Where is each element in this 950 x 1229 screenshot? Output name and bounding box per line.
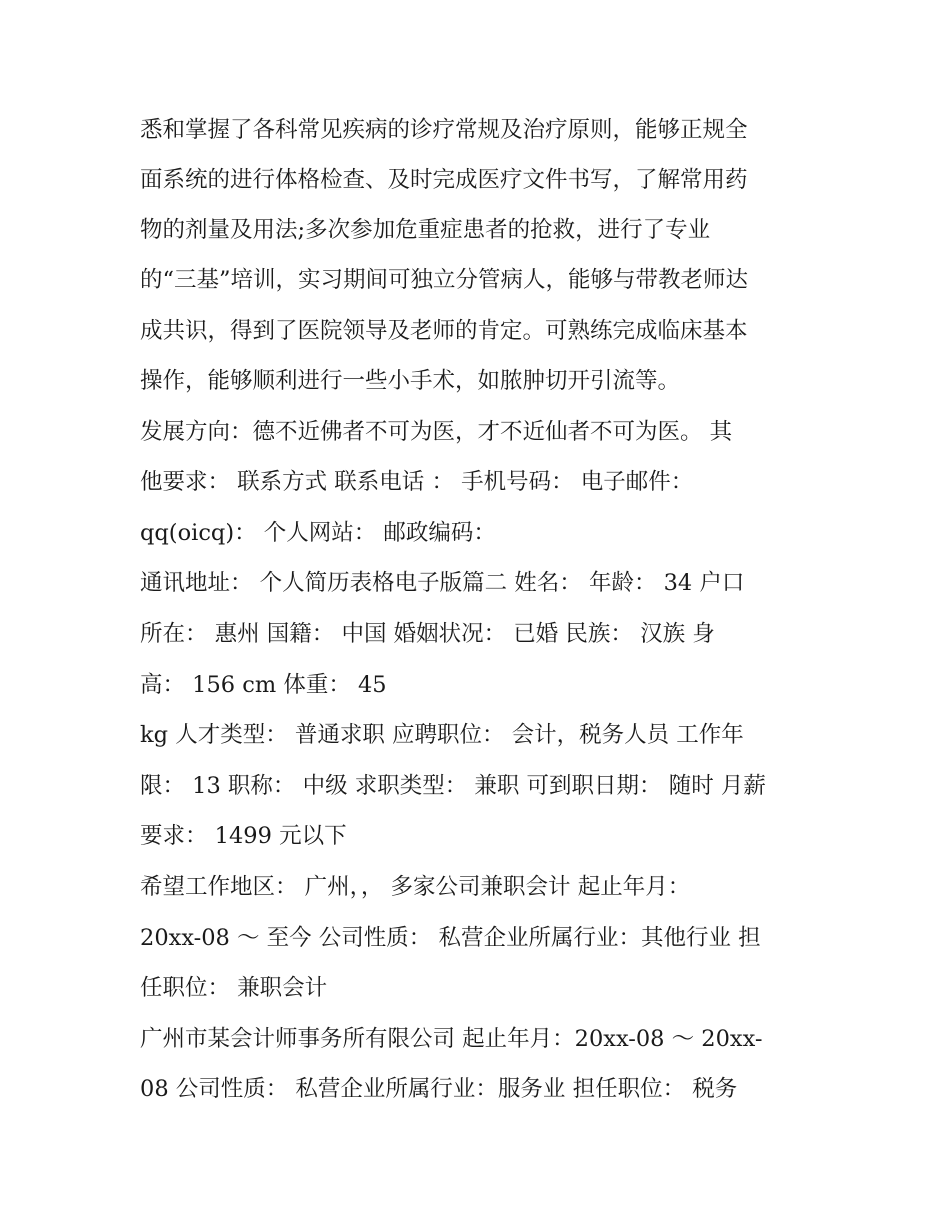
body-text-line: 他要求： 联系方式 联系电话 ： 手机号码： 电子邮件： bbox=[140, 469, 694, 495]
body-text-line: 面系统的进行体格检查、及时完成医疗文件书写，了解常用药 bbox=[140, 167, 748, 193]
body-text-line: 广州市某会计师事务所有限公司 起止年月：20xx-08 ～ 20xx- bbox=[140, 1026, 763, 1052]
body-text-line: 所在： 惠州 国籍： 中国 婚姻状况： 已婚 民族： 汉族 身 bbox=[140, 621, 715, 647]
body-text-line: qq(oicq)： 个人网站： 邮政编码： bbox=[140, 520, 496, 546]
body-text-line: 的“三基”培训，实习期间可独立分管病人，能够与带教老师达 bbox=[140, 267, 749, 293]
body-text-line: 高： 156 cm 体重： 45 bbox=[140, 672, 387, 698]
body-text-line: 发展方向：德不近佛者不可为医，才不近仙者不可为医。 其 bbox=[140, 419, 733, 445]
body-text-line: 成共识，得到了医院领导及老师的肯定。可熟练完成临床基本 bbox=[140, 318, 748, 344]
body-text-line: 希望工作地区： 广州，， 多家公司兼职会计 起止年月： bbox=[140, 874, 691, 900]
body-text-line: 任职位： 兼职会计 bbox=[140, 975, 328, 1001]
body-text-line: 悉和掌握了各科常见疾病的诊疗常规及治疗原则，能够正规全 bbox=[140, 117, 748, 143]
body-text-line: kg 人才类型： 普通求职 应聘职位： 会计，税务人员 工作年 bbox=[140, 722, 744, 748]
body-text-line: 通讯地址： 个人简历表格电子版篇二 姓名： 年龄： 34 户口 bbox=[140, 570, 745, 596]
body-text-line: 要求： 1499 元以下 bbox=[140, 823, 347, 849]
body-text-line: 操作，能够顺利进行一些小手术，如脓肿切开引流等。 bbox=[140, 368, 681, 394]
body-text-line: 08 公司性质： 私营企业所属行业：服务业 担任职位： 税务 bbox=[140, 1076, 738, 1102]
body-text-line: 物的剂量及用法;多次参加危重症患者的抢救，进行了专业 bbox=[140, 217, 711, 243]
body-text-line: 20xx-08 ～ 至今 公司性质： 私营企业所属行业：其他行业 担 bbox=[140, 925, 761, 951]
body-text-line: 限： 13 职称： 中级 求职类型： 兼职 可到职日期： 随时 月薪 bbox=[140, 773, 766, 799]
